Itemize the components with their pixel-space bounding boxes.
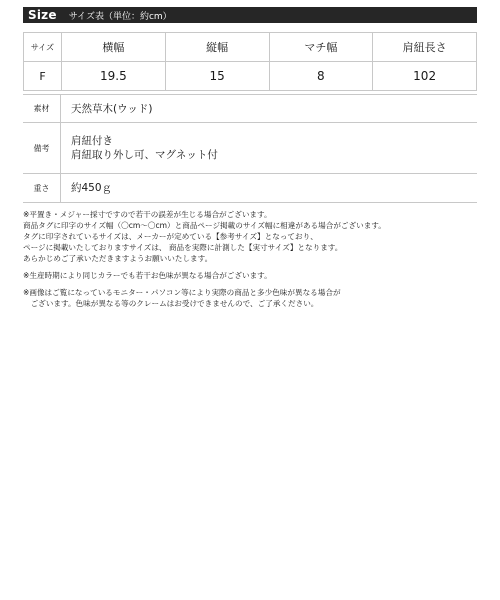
- table-row: [24, 62, 477, 91]
- material-label: 素材: [23, 95, 61, 123]
- remarks-line: 肩紐付き: [71, 135, 113, 147]
- remarks-row: [23, 123, 477, 174]
- depth-column-header: マチ幅: [269, 33, 373, 62]
- size-header-bar: [23, 7, 477, 23]
- material-row: [23, 95, 477, 123]
- notes-section: [23, 209, 483, 309]
- remarks-label: 備考: [23, 123, 61, 174]
- note-line: ございます。色味が異なる等のクレームはお受けできませんので、ご了承ください。: [23, 299, 319, 308]
- note-line: ※生産時期により同じカラーでも若干お色味が異なる場合がございます。: [23, 271, 272, 280]
- size-table-header-row: [24, 33, 477, 62]
- width-value-cell: 19.5: [62, 62, 166, 91]
- width-column-header: 横幅: [62, 33, 166, 62]
- strap-length-value-cell: 102: [373, 62, 477, 91]
- remarks-value: [61, 123, 478, 174]
- size-column-header: サイズ: [24, 33, 62, 62]
- note-line: あらかじめご了承いただきますようお願いいたします。: [23, 254, 213, 263]
- note-line: タグに印字されているサイズは、メーカーが定めている【参考サイズ】となっており、: [23, 232, 318, 241]
- size-cell: F: [24, 62, 62, 91]
- note-line: ページに掲載いたしておりますサイズは、 商品を実際に計測した【実寸サイズ】となります。: [23, 243, 343, 252]
- strap-length-column-header: 肩紐長さ: [373, 33, 477, 62]
- note-line: ※平置き・メジャー採寸ですので若干の誤差が生じる場合がございます。: [23, 210, 272, 219]
- material-value: 天然草木(ウッド): [61, 95, 478, 123]
- header-subtitle: サイズ表（単位：約cm）: [68, 11, 172, 22]
- size-table: [23, 32, 477, 91]
- product-info-table: [23, 94, 477, 203]
- weight-row: [23, 174, 477, 203]
- remarks-line: 肩紐取り外し可、マグネット付: [71, 149, 218, 161]
- height-value-cell: 15: [165, 62, 269, 91]
- note-line: 商品タグに印字のサイズ幅（〇cm〜〇cm）と商品ページ掲載のサイズ幅に相違がある場合がございます。: [23, 221, 386, 230]
- note-line: ※画像はご覧になっているモニター・パソコン等により実際の商品と多少色味が異なる場合が: [23, 288, 341, 297]
- height-column-header: 縦幅: [165, 33, 269, 62]
- depth-value-cell: 8: [269, 62, 373, 91]
- weight-value: 約450ｇ: [61, 174, 478, 203]
- header-title: Size: [28, 8, 57, 22]
- weight-label: 重さ: [23, 174, 61, 203]
